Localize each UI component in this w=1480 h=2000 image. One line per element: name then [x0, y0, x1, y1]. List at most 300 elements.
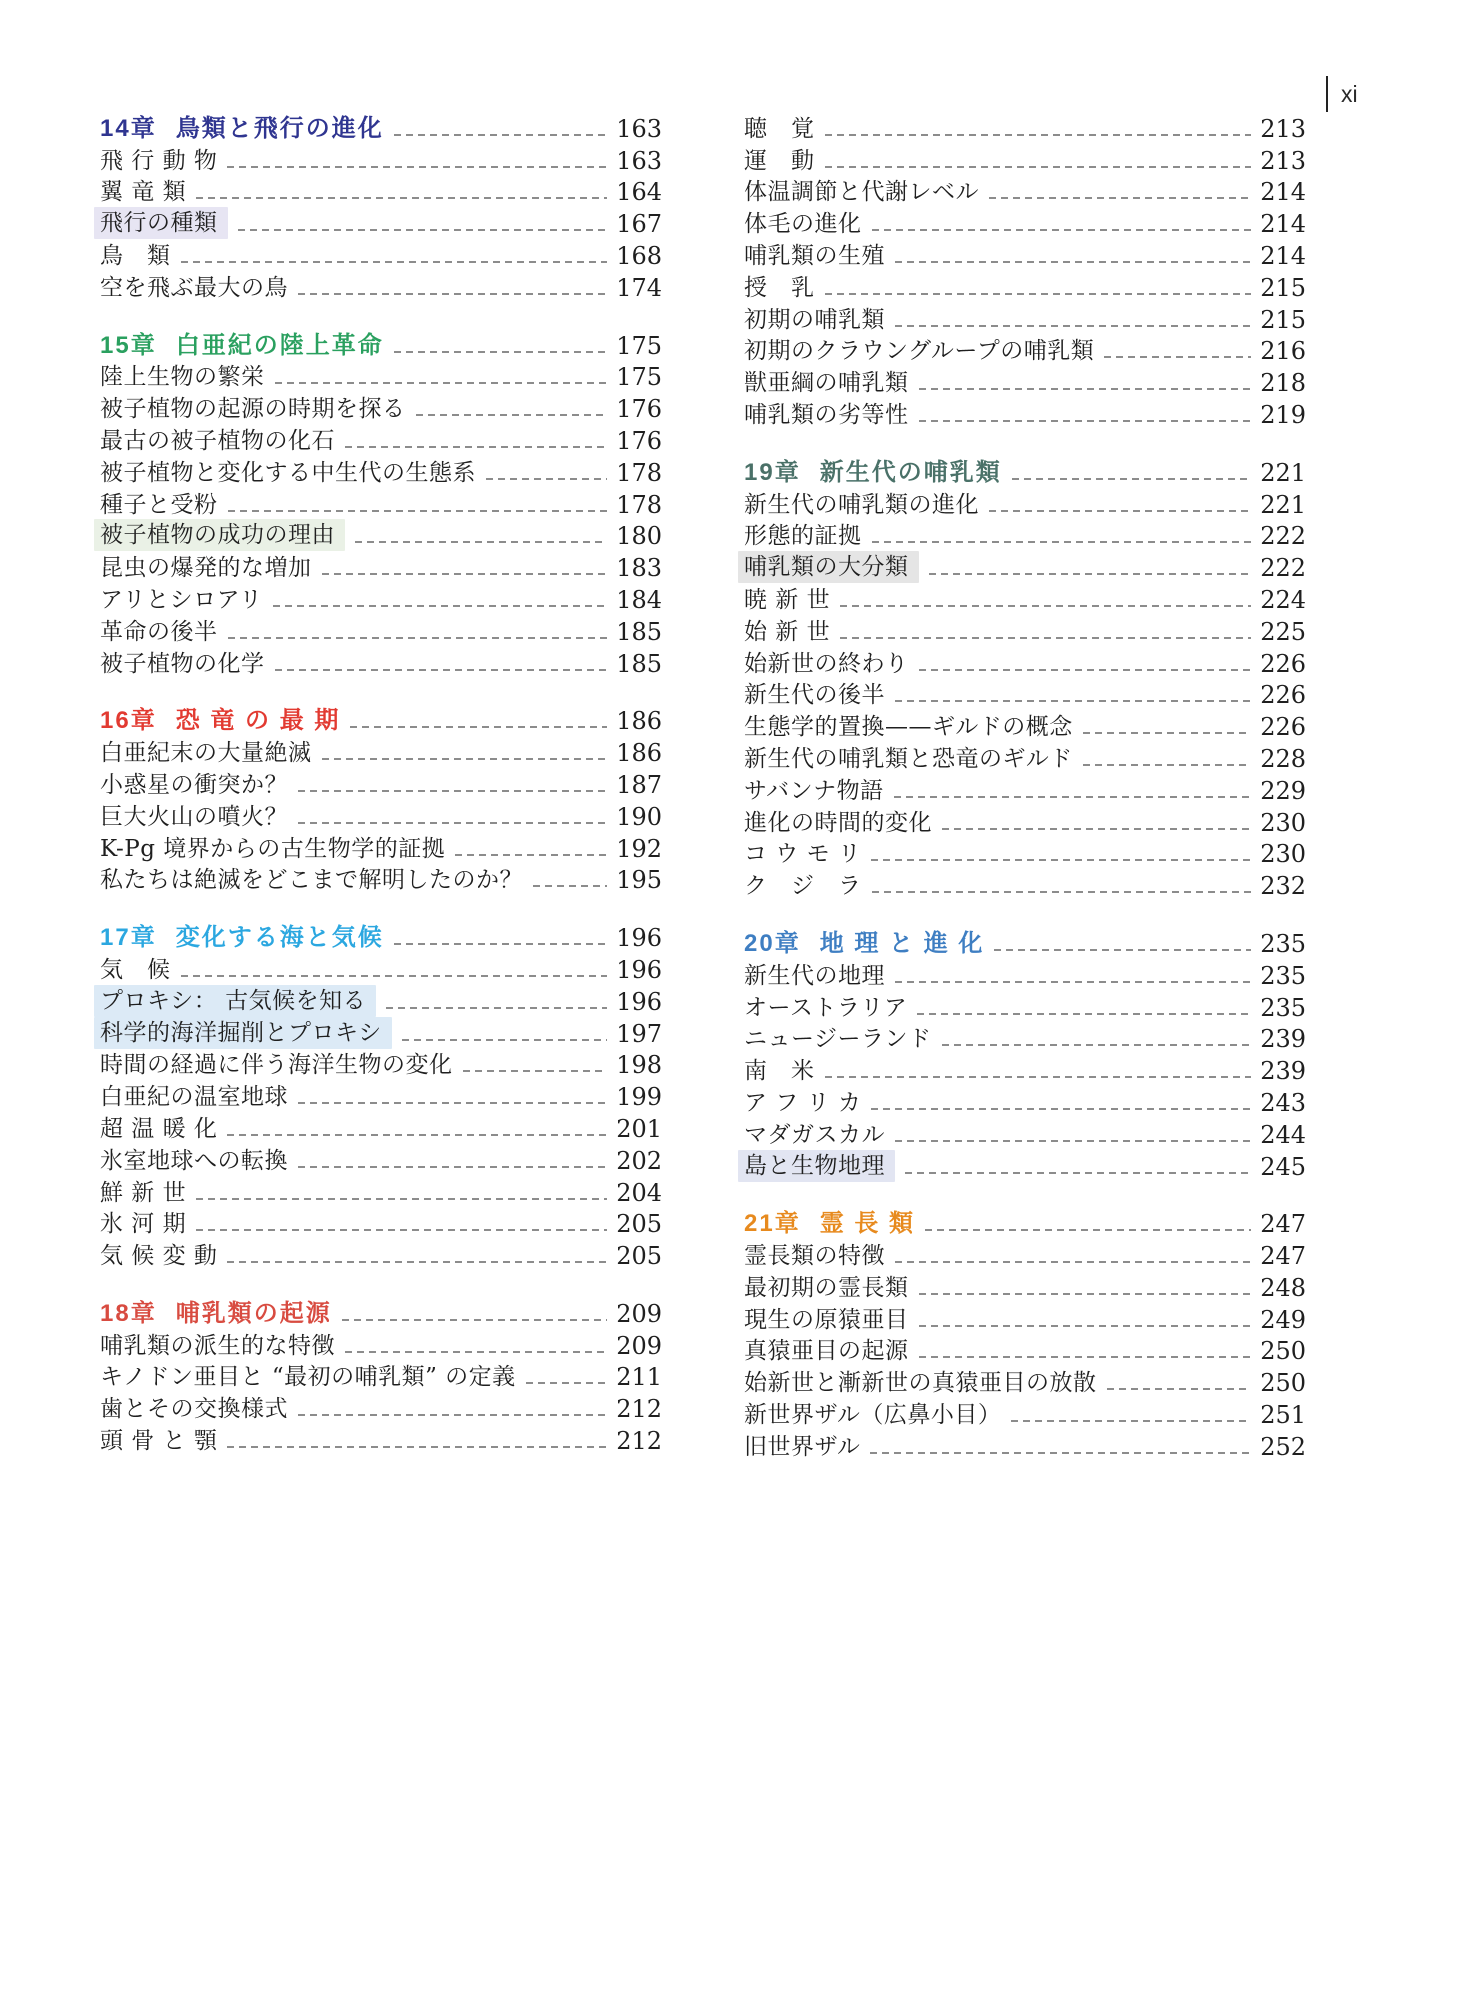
dotted-leader [895, 981, 1251, 983]
page-number: 192 [616, 834, 662, 863]
page-number: 226 [1260, 649, 1306, 678]
dotted-leader [227, 1446, 607, 1448]
toc-entry [744, 1271, 1306, 1303]
dotted-leader [322, 758, 608, 760]
page-number: 244 [1260, 1120, 1306, 1149]
dotted-leader [350, 726, 607, 728]
toc-entry [744, 1239, 1306, 1271]
dotted-leader [989, 197, 1251, 199]
dotted-leader [355, 541, 607, 543]
toc-entry [100, 1144, 662, 1176]
page-number: 205 [616, 1210, 662, 1239]
dotted-leader [394, 943, 607, 945]
folio [1326, 76, 1358, 112]
dotted-leader [196, 1229, 607, 1231]
entry-label: 被子植物の起源の時期を探る [100, 396, 406, 423]
entry-label [100, 114, 384, 144]
page-number: 226 [1260, 681, 1306, 710]
toc-entry [744, 488, 1306, 520]
page-number: 213 [1260, 114, 1306, 143]
chapter-heading [744, 927, 1306, 959]
entry-label: 真猿亜目の起源 [744, 1338, 909, 1365]
toc-entry [744, 1086, 1306, 1118]
toc-entry [100, 1329, 662, 1361]
chapter-number: 14章 [100, 114, 157, 142]
page-number: 196 [616, 924, 662, 953]
page-number: 214 [1260, 178, 1306, 207]
entry-label: 私たちは絶滅をどこまで解明したのか？ [100, 867, 523, 894]
entry-label: ニュージーランド [744, 1026, 932, 1053]
entry-label: 南 米 [744, 1058, 815, 1085]
entry-label: 空を飛ぶ最大の鳥 [100, 274, 288, 301]
page-number: 168 [616, 241, 662, 270]
dotted-leader [1107, 1388, 1252, 1390]
page-number: 219 [1260, 400, 1306, 429]
dotted-leader [196, 1198, 607, 1200]
dotted-leader [1104, 356, 1251, 358]
page-number: 196 [616, 987, 662, 1016]
dotted-leader [345, 1351, 607, 1353]
entry-label: オーストラリア [744, 994, 908, 1021]
entry-label: 歯とその交換様式 [100, 1396, 288, 1423]
toc-entry [744, 838, 1306, 870]
page-number: 190 [616, 802, 662, 831]
entry-label: 暁 新 世 [744, 586, 831, 613]
toc-entry [744, 176, 1306, 208]
chapter-title: 変化する海と気候 [175, 924, 384, 952]
page-number: 185 [616, 649, 662, 678]
toc-entry [744, 112, 1306, 144]
toc-entry [100, 736, 662, 768]
page-number: 250 [1260, 1337, 1306, 1366]
entry-label: ク ジ ラ [744, 873, 862, 900]
toc-entry [100, 1208, 662, 1240]
page-number: 196 [616, 955, 662, 984]
chapter-number: 15章 [100, 331, 157, 359]
page-number: 187 [616, 770, 662, 799]
toc-entry [100, 361, 662, 393]
entry-label [100, 331, 384, 361]
dotted-leader [463, 1070, 608, 1072]
folio-number: xi [1341, 80, 1358, 107]
chapter-title: 地 理 と 進 化 [819, 929, 985, 957]
toc-entry [100, 1239, 662, 1271]
chapter-heading [744, 456, 1306, 488]
toc-entry [100, 1049, 662, 1081]
entry-label: 超 温 暖 化 [100, 1115, 218, 1142]
toc-entry [744, 1430, 1306, 1462]
entry-label: キノドン亜目と “最初の哺乳類” の定義 [100, 1364, 516, 1391]
toc-entry [744, 271, 1306, 303]
dotted-leader [825, 1076, 1252, 1078]
page-number: 235 [1260, 993, 1306, 1022]
dotted-leader [905, 1172, 1251, 1174]
toc-entry [744, 1150, 1306, 1182]
page-number: 175 [616, 331, 662, 360]
entry-label: 陸上生物の繁栄 [100, 364, 265, 391]
entry-label: 哺乳類の大分類 [738, 551, 919, 583]
dotted-leader [298, 1414, 607, 1416]
chapter-title: 新生代の哺乳類 [819, 458, 1002, 486]
page-number: 243 [1260, 1088, 1306, 1117]
dotted-leader [402, 1039, 607, 1041]
dotted-leader [919, 1325, 1252, 1327]
toc-entry [100, 985, 662, 1017]
dotted-leader [298, 822, 607, 824]
page-number: 163 [616, 114, 662, 143]
page-number: 250 [1260, 1369, 1306, 1398]
entry-label: 哺乳類の劣等性 [744, 401, 909, 428]
page-number: 221 [1260, 458, 1306, 487]
toc-entry [744, 335, 1306, 367]
dotted-leader [275, 669, 608, 671]
entry-label: K-Pg 境界からの古生物学的証拠 [100, 835, 446, 862]
entry-label: 鮮 新 世 [100, 1179, 187, 1206]
dotted-leader [917, 1013, 1251, 1015]
page-number: 249 [1260, 1305, 1306, 1334]
page-number: 209 [616, 1331, 662, 1360]
entry-label: 小惑星の衝突か？ [100, 771, 288, 798]
entry-label: 気 候 変 動 [100, 1243, 218, 1270]
page-number: 198 [616, 1051, 662, 1080]
dotted-leader [1012, 478, 1251, 480]
entry-label: サバンナ物語 [744, 777, 884, 804]
toc-entry [744, 1398, 1306, 1430]
entry-label: 種子と受粉 [100, 491, 218, 518]
toc-entry [100, 488, 662, 520]
dotted-leader [275, 382, 608, 384]
toc-section [744, 112, 1306, 430]
toc-entry [100, 1080, 662, 1112]
entry-label: マダガスカル [744, 1121, 885, 1148]
page-number: 215 [1260, 273, 1306, 302]
toc-entry [100, 456, 662, 488]
page-number: 180 [616, 522, 662, 551]
entry-label: 飛 行 動 物 [100, 147, 218, 174]
entry-label: 初期のクラウングループの哺乳類 [744, 338, 1095, 365]
chapter-title: 鳥類と飛行の進化 [175, 114, 384, 142]
entry-label: 哺乳類の派生的な特徴 [100, 1332, 335, 1359]
entry-label: アリとシロアリ [100, 586, 263, 613]
entry-label [744, 458, 1002, 488]
page-number: 178 [616, 458, 662, 487]
dotted-leader [1083, 732, 1251, 734]
page-number: 251 [1260, 1401, 1306, 1430]
toc-entry [100, 832, 662, 864]
chapter-number: 18章 [100, 1299, 157, 1327]
dotted-leader [895, 700, 1251, 702]
toc-entry [100, 647, 662, 679]
page-number: 211 [616, 1363, 662, 1392]
page-number: 252 [1260, 1432, 1306, 1461]
entry-label [744, 929, 984, 959]
dotted-leader [895, 325, 1251, 327]
chapter-title: 霊 長 類 [819, 1210, 916, 1238]
page-number: 184 [616, 585, 662, 614]
entry-label: 始新世の終わり [744, 650, 909, 677]
page-number: 228 [1260, 744, 1306, 773]
toc-entry [744, 869, 1306, 901]
toc-section [100, 921, 662, 1271]
dotted-leader [227, 1134, 607, 1136]
page-number: 175 [616, 363, 662, 392]
toc-section [744, 456, 1306, 901]
dotted-leader [825, 134, 1252, 136]
entry-label: 島と生物地理 [738, 1150, 895, 1182]
entry-label: 頭 骨 と 顎 [100, 1428, 218, 1455]
dotted-leader [228, 510, 608, 512]
dotted-leader [526, 1382, 607, 1384]
page-number: 222 [1260, 522, 1306, 551]
page-number: 202 [616, 1146, 662, 1175]
toc-entry [100, 207, 662, 239]
page-number: 235 [1260, 961, 1306, 990]
toc-section [100, 112, 662, 303]
entry-label [100, 923, 384, 953]
toc-section [744, 927, 1306, 1181]
toc-entry [100, 424, 662, 456]
dotted-leader [825, 293, 1252, 295]
page-number: 230 [1260, 840, 1306, 869]
dotted-leader [919, 669, 1252, 671]
toc-entry [744, 806, 1306, 838]
page-number: 239 [1260, 1057, 1306, 1086]
page-number: 195 [616, 866, 662, 895]
toc-entry [100, 176, 662, 208]
toc-section [100, 329, 662, 679]
dotted-leader [840, 605, 1251, 607]
entry-label: 初期の哺乳類 [744, 306, 885, 333]
toc-entry [744, 991, 1306, 1023]
chapter-number: 19章 [744, 458, 801, 486]
entry-label: 新生代の哺乳類の進化 [744, 491, 979, 518]
entry-label: コ ウ モ リ [744, 841, 862, 868]
toc-entry [744, 959, 1306, 991]
chapter-number: 20章 [744, 929, 801, 957]
dotted-leader [871, 1108, 1251, 1110]
entry-label: 被子植物の化学 [100, 650, 265, 677]
page-number: 222 [1260, 554, 1306, 583]
entry-label: 被子植物の成功の理由 [94, 519, 345, 551]
chapter-title: 白亜紀の陸上革命 [175, 331, 384, 359]
page-number: 232 [1260, 872, 1306, 901]
entry-label: 運 動 [744, 147, 815, 174]
toc-entry [100, 1424, 662, 1456]
toc-entry [744, 1303, 1306, 1335]
page-number: 186 [616, 707, 662, 736]
dotted-leader [394, 351, 607, 353]
entry-label: 新生代の地理 [744, 962, 885, 989]
entry-label: 新世界ザル（広鼻小目） [744, 1402, 1002, 1429]
dotted-leader [227, 1261, 607, 1263]
page-number: 176 [616, 395, 662, 424]
page-number: 226 [1260, 713, 1306, 742]
dotted-leader [196, 197, 607, 199]
entry-label: 科学的海洋掘削とプロキシ [94, 1017, 392, 1049]
page-number: 235 [1260, 929, 1306, 958]
entry-label: 形態的証拠 [744, 523, 862, 550]
dotted-leader [870, 1452, 1251, 1454]
chapter-heading [100, 112, 662, 144]
page-number: 164 [616, 178, 662, 207]
toc-entry [100, 239, 662, 271]
toc-entry [744, 1118, 1306, 1150]
dotted-leader [919, 388, 1252, 390]
page-number: 214 [1260, 241, 1306, 270]
entry-label: 霊長類の特徴 [744, 1243, 885, 1270]
toc-entry [744, 679, 1306, 711]
entry-label: 新生代の哺乳類と恐竜のギルド [744, 745, 1073, 772]
dotted-leader [872, 891, 1252, 893]
entry-label: 巨大火山の噴火？ [100, 803, 288, 830]
entry-label: 体温調節と代謝レベル [744, 179, 979, 206]
entry-label: 進化の時間的変化 [744, 809, 932, 836]
dotted-leader [386, 1007, 607, 1009]
toc-entry [100, 1392, 662, 1424]
page-number: 212 [616, 1427, 662, 1456]
dotted-leader [298, 790, 607, 792]
dotted-leader [929, 573, 1252, 575]
entry-label: 被子植物と変化する中生代の生態系 [100, 459, 476, 486]
toc-entry [100, 1361, 662, 1393]
entry-label: 白亜紀の温室地球 [100, 1084, 288, 1111]
page-number: 247 [1260, 1242, 1306, 1271]
toc-entry [744, 742, 1306, 774]
dotted-leader [416, 414, 608, 416]
dotted-leader [238, 229, 608, 231]
toc-entry [744, 583, 1306, 615]
dotted-leader [533, 885, 607, 887]
page-number: 229 [1260, 776, 1306, 805]
toc-entry [100, 520, 662, 552]
page-number: 225 [1260, 617, 1306, 646]
entry-label: 翼 竜 類 [100, 179, 187, 206]
entry-label [100, 1299, 332, 1329]
entry-label [744, 1209, 915, 1239]
entry-label: 獣亜綱の哺乳類 [744, 370, 909, 397]
toc-entry [100, 800, 662, 832]
dotted-leader [345, 446, 607, 448]
dotted-leader [895, 261, 1251, 263]
page-number: 205 [616, 1242, 662, 1271]
dotted-leader [825, 166, 1252, 168]
page-number: 247 [1260, 1210, 1306, 1239]
dotted-leader [942, 1044, 1251, 1046]
toc-entry [744, 647, 1306, 679]
toc-entry [744, 551, 1306, 583]
toc-entry [744, 774, 1306, 806]
page-number: 216 [1260, 337, 1306, 366]
toc-entry [100, 583, 662, 615]
page-number: 201 [616, 1114, 662, 1143]
dotted-leader [181, 261, 608, 263]
toc-entry [744, 1023, 1306, 1055]
chapter-heading [100, 705, 662, 737]
chapter-number: 21章 [744, 1210, 801, 1238]
page-number: 167 [616, 210, 662, 239]
dotted-leader [228, 637, 608, 639]
entry-label: 哺乳類の生殖 [744, 242, 885, 269]
toc-entry [100, 392, 662, 424]
page-number: 176 [616, 426, 662, 455]
entry-label: 旧世界ザル [744, 1433, 861, 1460]
toc-column [744, 112, 1306, 1462]
dotted-leader [895, 1140, 1251, 1142]
toc-entry [100, 615, 662, 647]
entry-label: 最古の被子植物の化石 [100, 427, 335, 454]
dotted-leader [919, 1356, 1252, 1358]
entry-label [100, 706, 340, 736]
chapter-title: 哺乳類の起源 [175, 1299, 332, 1327]
dotted-leader [227, 166, 607, 168]
dotted-leader [486, 478, 607, 480]
entry-label: 現生の原猿亜目 [744, 1306, 909, 1333]
page-number: 185 [616, 617, 662, 646]
page-number: 199 [616, 1083, 662, 1112]
page-number: 204 [616, 1178, 662, 1207]
page-number: 248 [1260, 1273, 1306, 1302]
page-number: 215 [1260, 305, 1306, 334]
dotted-leader [342, 1319, 607, 1321]
toc-entry [100, 271, 662, 303]
toc-entry [744, 303, 1306, 335]
toc-column [100, 112, 662, 1462]
page-number: 186 [616, 739, 662, 768]
toc-entry [100, 864, 662, 896]
entry-label: 時間の経過に伴う海洋生物の変化 [100, 1052, 453, 1079]
toc-entry [744, 144, 1306, 176]
chapter-title: 恐 竜 の 最 期 [175, 707, 341, 735]
toc-entry [744, 1366, 1306, 1398]
page-number: 239 [1260, 1025, 1306, 1054]
dotted-leader [872, 229, 1252, 231]
entry-label: 新生代の後半 [744, 682, 885, 709]
entry-label: 革命の後半 [100, 618, 218, 645]
dotted-leader [298, 1102, 607, 1104]
page-number: 197 [616, 1019, 662, 1048]
toc-entry [100, 1017, 662, 1049]
toc-entry [744, 710, 1306, 742]
dotted-leader [298, 293, 607, 295]
page-number: 245 [1260, 1152, 1306, 1181]
dotted-leader [455, 854, 607, 856]
toc-entry [744, 398, 1306, 430]
entry-label: 氷室地球への転換 [100, 1147, 288, 1174]
dotted-leader [989, 510, 1251, 512]
toc-section [744, 1208, 1306, 1462]
toc-entry [100, 144, 662, 176]
dotted-leader [840, 637, 1251, 639]
toc-section [100, 1297, 662, 1456]
page-number: 174 [616, 273, 662, 302]
dotted-leader [942, 828, 1251, 830]
chapter-heading [744, 1208, 1306, 1240]
page-number: 209 [616, 1299, 662, 1328]
dotted-leader [181, 975, 608, 977]
entry-label: 氷 河 期 [100, 1211, 187, 1238]
toc-entry [744, 239, 1306, 271]
dotted-leader [994, 949, 1251, 951]
page-number: 224 [1260, 585, 1306, 614]
entry-label: 白亜紀末の大量絶滅 [100, 740, 312, 767]
entry-label: 聴 覚 [744, 115, 815, 142]
toc-entry [744, 615, 1306, 647]
dotted-leader [394, 134, 607, 136]
dotted-leader [1011, 1420, 1251, 1422]
toc-entry [744, 366, 1306, 398]
page-number: 178 [616, 490, 662, 519]
toc-entry [100, 1112, 662, 1144]
